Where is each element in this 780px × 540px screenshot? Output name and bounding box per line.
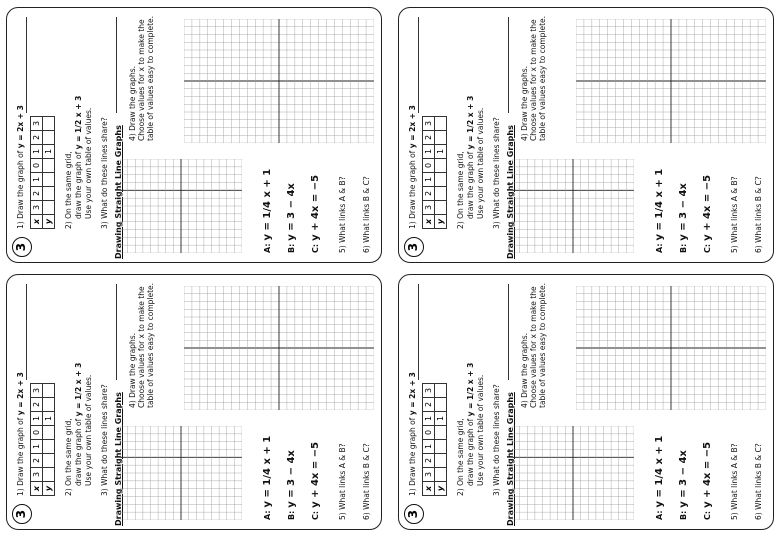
q5-text: 5) What links A & B? (730, 176, 739, 253)
values-table (30, 383, 55, 496)
equation-b: B:y = 3 − 4x (678, 183, 689, 253)
values-table (422, 116, 447, 229)
equation-c: C:y + 4x = −5 (702, 174, 713, 253)
equation-c: C:y + 4x = −5 (702, 441, 713, 520)
answer-line (508, 17, 509, 113)
table-cell-y[interactable]: 1 (435, 145, 447, 159)
q1-text: 1) Draw the graph of y = 2x + 3 (408, 105, 417, 229)
small-grid (512, 159, 634, 253)
table-cell-x: 0 (31, 159, 43, 173)
answer-line (116, 284, 117, 380)
worksheet-card-4 (398, 274, 774, 530)
table-y-row (435, 384, 447, 496)
table-cell-y[interactable] (43, 187, 55, 201)
table-cell-y[interactable] (43, 201, 55, 215)
q4b-text: Choose values for x to make the table of values easy to complete. (529, 15, 547, 141)
q4b-text: Choose values for x to make the table of values easy to complete. (529, 282, 547, 408)
table-x-row (31, 117, 43, 229)
table-cell-x: 3 (31, 201, 43, 215)
table-cell-x: 3 (31, 117, 43, 131)
table-header-x: x (423, 215, 435, 229)
table-cell-x: 1 (423, 145, 435, 159)
q2b-text: draw the graph of y = 1/2 x + 3 (74, 362, 83, 486)
q2c-text: Use your own table of values. (84, 374, 93, 486)
worksheet-card-1 (6, 7, 382, 263)
q2c-text: Use your own table of values. (84, 107, 93, 219)
table-cell-x: 1 (423, 440, 435, 454)
equation-a: A:y = 1/4 x + 1 (654, 168, 665, 253)
q2c-text: Use your own table of values. (476, 107, 485, 219)
table-cell-x: 1 (31, 440, 43, 454)
q6-text: 6) What links B & C? (754, 176, 763, 253)
equation-c: C:y + 4x = −5 (310, 174, 321, 253)
small-grid (512, 426, 634, 520)
q3-text: 3) What do these lines share? (100, 117, 109, 229)
small-grid (120, 426, 242, 520)
q6-text: 6) What links B & C? (754, 443, 763, 520)
table-header-y: y (435, 482, 447, 496)
q6-text: 6) What links B & C? (362, 176, 371, 253)
q4a-text: 4) Draw the graphs. (128, 66, 137, 141)
table-cell-x: 1 (423, 412, 435, 426)
table-cell-y[interactable]: 1 (43, 412, 55, 426)
table-cell-y[interactable] (435, 187, 447, 201)
table-y-row (43, 384, 55, 496)
table-cell-x: 1 (31, 412, 43, 426)
q2c-text: Use your own table of values. (476, 374, 485, 486)
table-cell-x: 0 (31, 426, 43, 440)
table-y-row (43, 117, 55, 229)
table-cell-y[interactable] (43, 426, 55, 440)
worksheet-title: Drawing Straight Line Graphs (114, 392, 123, 526)
table-cell-y[interactable] (43, 173, 55, 187)
q4a-text: 4) Draw the graphs. (520, 333, 529, 408)
table-header-y: y (43, 482, 55, 496)
table-cell-y[interactable]: 1 (435, 412, 447, 426)
table-cell-y[interactable] (43, 131, 55, 145)
small-grid (120, 159, 242, 253)
q3-text: 3) What do these lines share? (492, 117, 501, 229)
rotated-content (398, 7, 774, 263)
answer-line (26, 17, 27, 113)
table-cell-x: 1 (31, 173, 43, 187)
q4b-text: Choose values for x to make the table of values easy to complete. (137, 15, 155, 141)
values-table (30, 116, 55, 229)
table-cell-y[interactable] (435, 159, 447, 173)
q4a-text: 4) Draw the graphs. (128, 333, 137, 408)
table-x-row (423, 384, 435, 496)
large-grid (184, 19, 374, 143)
table-header-x: x (31, 215, 43, 229)
large-grid (576, 19, 766, 143)
question-number-badge: 3 (404, 504, 424, 524)
table-cell-y[interactable]: 1 (43, 145, 55, 159)
question-number-badge: 3 (12, 237, 32, 257)
large-grid (576, 286, 766, 410)
table-cell-y[interactable] (435, 201, 447, 215)
table-cell-y[interactable] (43, 384, 55, 398)
question-number-badge: 3 (12, 504, 32, 524)
table-cell-x: 3 (423, 201, 435, 215)
table-header-y: y (43, 215, 55, 229)
worksheet-card-2 (398, 7, 774, 263)
table-cell-y[interactable] (435, 131, 447, 145)
worksheet-title: Drawing Straight Line Graphs (114, 125, 123, 259)
q2b-text: draw the graph of y = 1/2 x + 3 (74, 95, 83, 219)
table-cell-y[interactable] (435, 173, 447, 187)
q5-text: 5) What links A & B? (338, 443, 347, 520)
table-cell-x: 2 (423, 131, 435, 145)
table-cell-y[interactable] (43, 398, 55, 412)
table-cell-y[interactable] (435, 117, 447, 131)
rotated-content (6, 274, 382, 530)
rotated-content (6, 7, 382, 263)
table-cell-x: 3 (423, 384, 435, 398)
answer-line (418, 284, 419, 380)
equation-c: C:y + 4x = −5 (310, 441, 321, 520)
table-cell-x: 3 (423, 468, 435, 482)
q6-text: 6) What links B & C? (362, 443, 371, 520)
table-cell-y[interactable] (435, 384, 447, 398)
table-cell-y[interactable] (43, 440, 55, 454)
q2a-text: 2) On the same grid, (64, 418, 73, 496)
q2a-text: 2) On the same grid, (456, 151, 465, 229)
table-cell-x: 1 (31, 145, 43, 159)
q1-text: 1) Draw the graph of y = 2x + 3 (408, 372, 417, 496)
table-cell-y[interactable] (435, 426, 447, 440)
table-cell-x: 1 (423, 173, 435, 187)
answer-line (508, 284, 509, 380)
equation-b: B:y = 3 − 4x (678, 450, 689, 520)
table-cell-x: 3 (423, 117, 435, 131)
equation-a: A:y = 1/4 x + 1 (262, 168, 273, 253)
table-y-row (435, 117, 447, 229)
equation-b: B:y = 3 − 4x (286, 183, 297, 253)
table-cell-x: 0 (423, 426, 435, 440)
equation-b: B:y = 3 − 4x (286, 450, 297, 520)
rotated-content (398, 274, 774, 530)
table-cell-x: 2 (31, 131, 43, 145)
table-cell-x: 2 (31, 187, 43, 201)
q4a-text: 4) Draw the graphs. (520, 66, 529, 141)
table-cell-y[interactable] (435, 398, 447, 412)
table-cell-x: 3 (31, 384, 43, 398)
answer-line (418, 17, 419, 113)
q3-text: 3) What do these lines share? (100, 384, 109, 496)
table-cell-x: 2 (31, 454, 43, 468)
q1-text: 1) Draw the graph of y = 2x + 3 (16, 105, 25, 229)
worksheet-title: Drawing Straight Line Graphs (506, 392, 515, 526)
table-cell-y[interactable] (43, 117, 55, 131)
table-cell-y[interactable] (435, 468, 447, 482)
table-x-row (31, 384, 43, 496)
table-cell-x: 2 (423, 454, 435, 468)
table-x-row (423, 117, 435, 229)
table-cell-y[interactable] (43, 454, 55, 468)
q2b-text: draw the graph of y = 1/2 x + 3 (466, 362, 475, 486)
worksheet-title: Drawing Straight Line Graphs (506, 125, 515, 259)
q4b-text: Choose values for x to make the table of values easy to complete. (137, 282, 155, 408)
values-table (422, 383, 447, 496)
table-cell-y[interactable] (43, 159, 55, 173)
q2b-text: draw the graph of y = 1/2 x + 3 (466, 95, 475, 219)
large-grid (184, 286, 374, 410)
q5-text: 5) What links A & B? (730, 443, 739, 520)
table-cell-y[interactable] (435, 440, 447, 454)
q2a-text: 2) On the same grid, (456, 418, 465, 496)
answer-line (26, 284, 27, 380)
table-cell-y[interactable] (43, 468, 55, 482)
equation-a: A:y = 1/4 x + 1 (654, 435, 665, 520)
q5-text: 5) What links A & B? (338, 176, 347, 253)
q1-text: 1) Draw the graph of y = 2x + 3 (16, 372, 25, 496)
answer-line (116, 17, 117, 113)
table-cell-x: 2 (31, 398, 43, 412)
table-cell-x: 2 (423, 187, 435, 201)
table-header-x: x (31, 482, 43, 496)
q2a-text: 2) On the same grid, (64, 151, 73, 229)
question-number-badge: 3 (404, 237, 424, 257)
table-header-y: y (435, 215, 447, 229)
equation-a: A:y = 1/4 x + 1 (262, 435, 273, 520)
table-header-x: x (423, 482, 435, 496)
worksheet-card-3 (6, 274, 382, 530)
q3-text: 3) What do these lines share? (492, 384, 501, 496)
table-cell-y[interactable] (435, 454, 447, 468)
table-cell-x: 2 (423, 398, 435, 412)
table-cell-x: 0 (423, 159, 435, 173)
table-cell-x: 3 (31, 468, 43, 482)
